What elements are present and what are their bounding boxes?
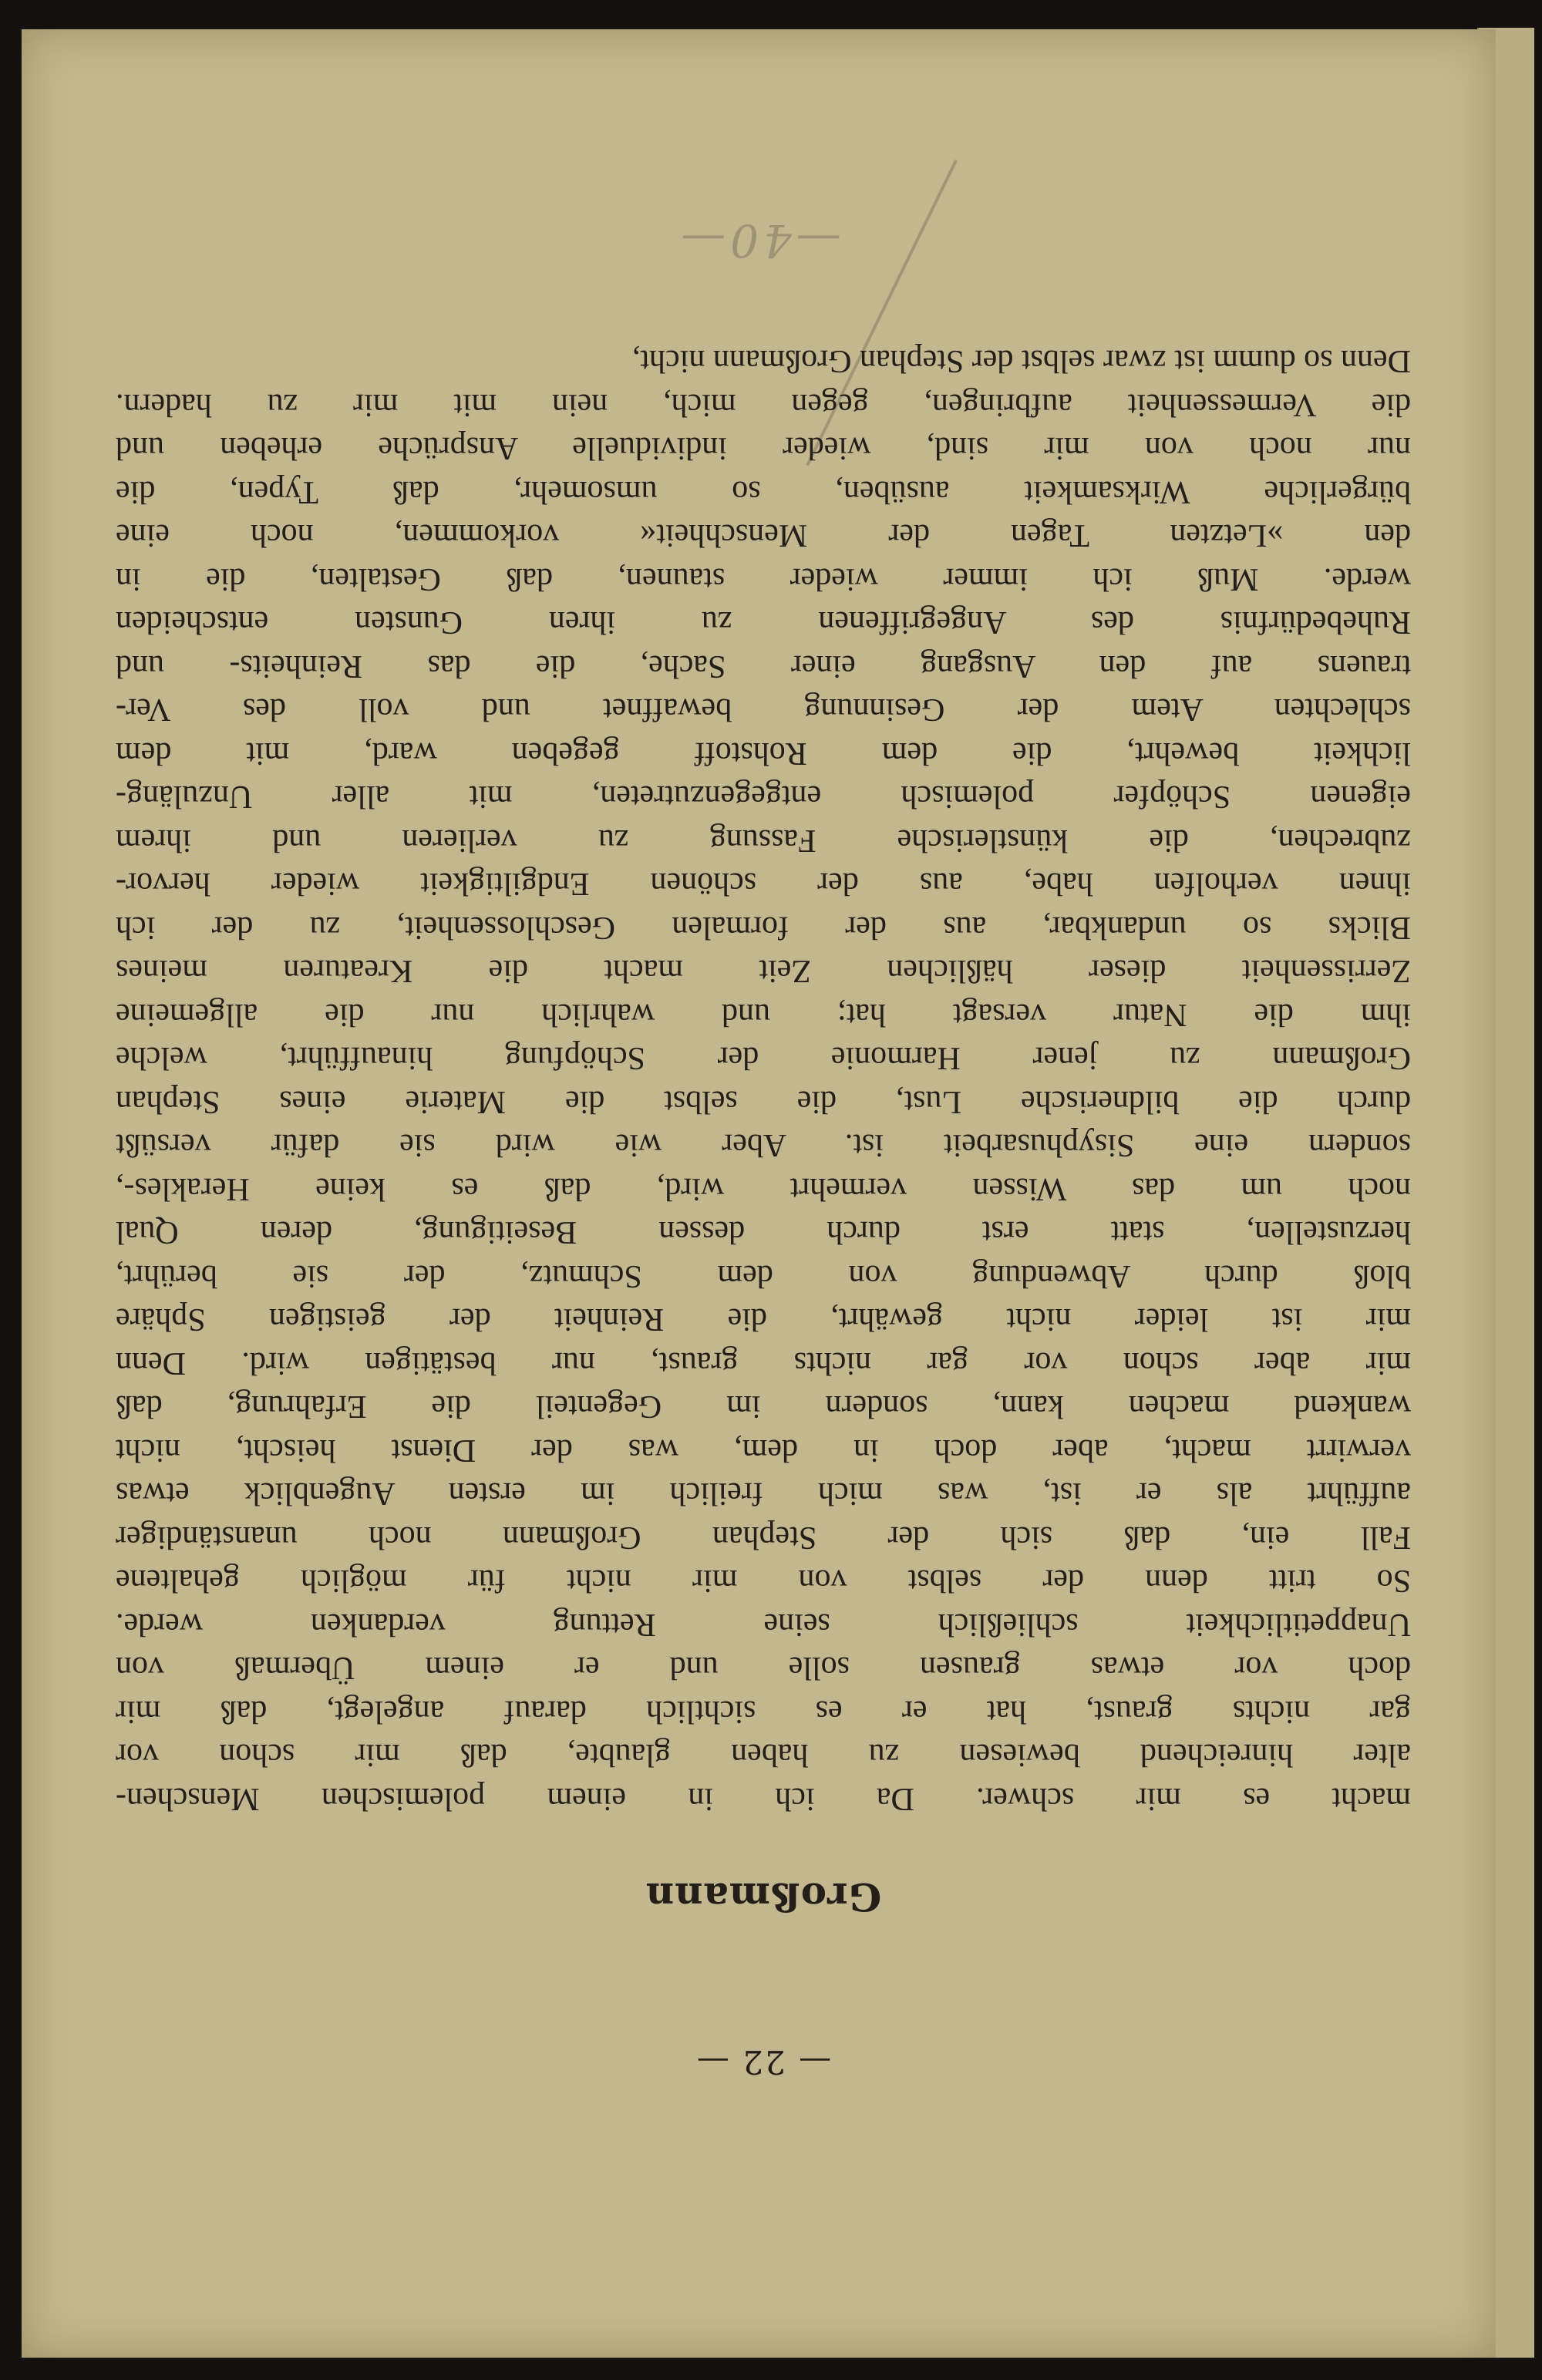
text-line: Zerrissenheit dieser häßlichen Zeit macht die Kreaturen meines: [116, 953, 1411, 989]
text-line: alter hinreichend bewiesen zu haben glaubte, daß mir schon vor: [116, 1737, 1411, 1773]
text-line: zubrechen, die künstlerische Fassung zu verlieren und ihrem: [116, 823, 1411, 858]
text-line: verwirrt macht, aber doch in dem, was der Dienst heischt, nicht: [116, 1432, 1411, 1468]
text-line: eigenen Schöpfer polemisch entgegenzutreten, mit aller Unzuläng-: [116, 779, 1411, 815]
text-line: Ruhebedürfnis des Angegriffenen zu ihren Gunsten entscheiden: [116, 604, 1411, 641]
text-line: macht es mir schwer. Da ich in einem polemischen Menschen-: [116, 1781, 1411, 1816]
text-line: Blicks so undankbar, aus der formalen Geschlossenheit, zu der ich: [116, 910, 1411, 945]
text-line: So tritt denn der selbst von mir nicht für möglich gehaltene: [116, 1563, 1411, 1599]
page-number: — 22 —: [695, 2043, 832, 2081]
text-line: Großmann zu jener Harmonie der Schöpfung hinaufführt, welche: [116, 1040, 1411, 1076]
text-line: noch um das Wissen vermehrt wird, daß es keine Herakles-,: [116, 1171, 1411, 1207]
text-line: Fall ein, daß sich der Stephan Großmann noch unanständiger: [116, 1520, 1411, 1555]
text-line: bloß durch Abwendung von dem Schmutz, der sie berührt,: [116, 1258, 1411, 1294]
text-line: doch vor etwas grausen solle und er einem Übermaß von: [116, 1650, 1411, 1686]
text-line: wankend machen kann, sondern im Gegenteil die Erfahrung, daß: [116, 1389, 1411, 1425]
text-line: ihm die Natur versagt hat; und wahrlich nur die allgemeine: [116, 997, 1411, 1032]
body-text: [116, 339, 1411, 1820]
text-line: sondern eine Sisyphusarbeit ist. Aber wie wird sie dafür versüßt: [116, 1127, 1411, 1163]
text-line: den »Letzten Tagen der Menschheit« vorkommen, noch eine: [116, 517, 1411, 554]
text-line: mir ist leider nicht gewährt, die Reinheit der geistigen Sphäre: [116, 1301, 1411, 1338]
text-line: ihnen verholfen habe, aus der schönen Endgiltigkeit wieder hervor-: [116, 866, 1411, 902]
text-line: trauens auf den Ausgang einer Sache, die das Reinheits- und: [116, 648, 1411, 684]
text-line: die Vermessenheit aufbringen, gegen mich, nein mit mir zu hadern.: [116, 387, 1411, 422]
text-line: gar nichts graust, hat er es sichtlich darauf angelegt, daß mir: [116, 1694, 1411, 1729]
text-line: nur noch von mir sind, wieder individuelle Ansprüche erheben und: [116, 430, 1411, 466]
text-line: schlechten Atem der Gesinnung bewaffnet und voll des Ver-: [116, 692, 1411, 728]
text-line: Unappetitlichkeit schließlich seine Rettung verdanken werde.: [116, 1607, 1411, 1642]
page-content-rotated: [116, 339, 1411, 2081]
text-line: werde. Muß ich immer wieder staunen, daß Gestalten, die in: [116, 561, 1411, 597]
text-line: durch die bildnerische Lust, die selbst die Materie eines Stephan: [116, 1084, 1411, 1119]
text-line: bürgerliche Wirksamkeit ausüben, so umsomehr, daß Typen, die: [116, 474, 1411, 510]
text-line: aufführt als er ist, was mich freilich im ersten Augenblick etwas: [116, 1476, 1411, 1512]
page-title: Großmann: [645, 1874, 882, 1920]
text-line: herzustellen, statt erst durch dessen Beseitigung, deren Qual: [116, 1214, 1411, 1251]
text-line: lichkeit bewehrt, die dem Rohstoff gegeben ward, mit dem: [116, 736, 1411, 771]
text-line: mir aber schon vor gar nichts graust, nur bestätigen wird. Denn: [116, 1345, 1411, 1381]
text-line: Denn so dumm ist zwar selbst der Stephan Großmann nicht,: [631, 343, 1411, 379]
pencil-page-mark: —40—: [676, 214, 841, 267]
